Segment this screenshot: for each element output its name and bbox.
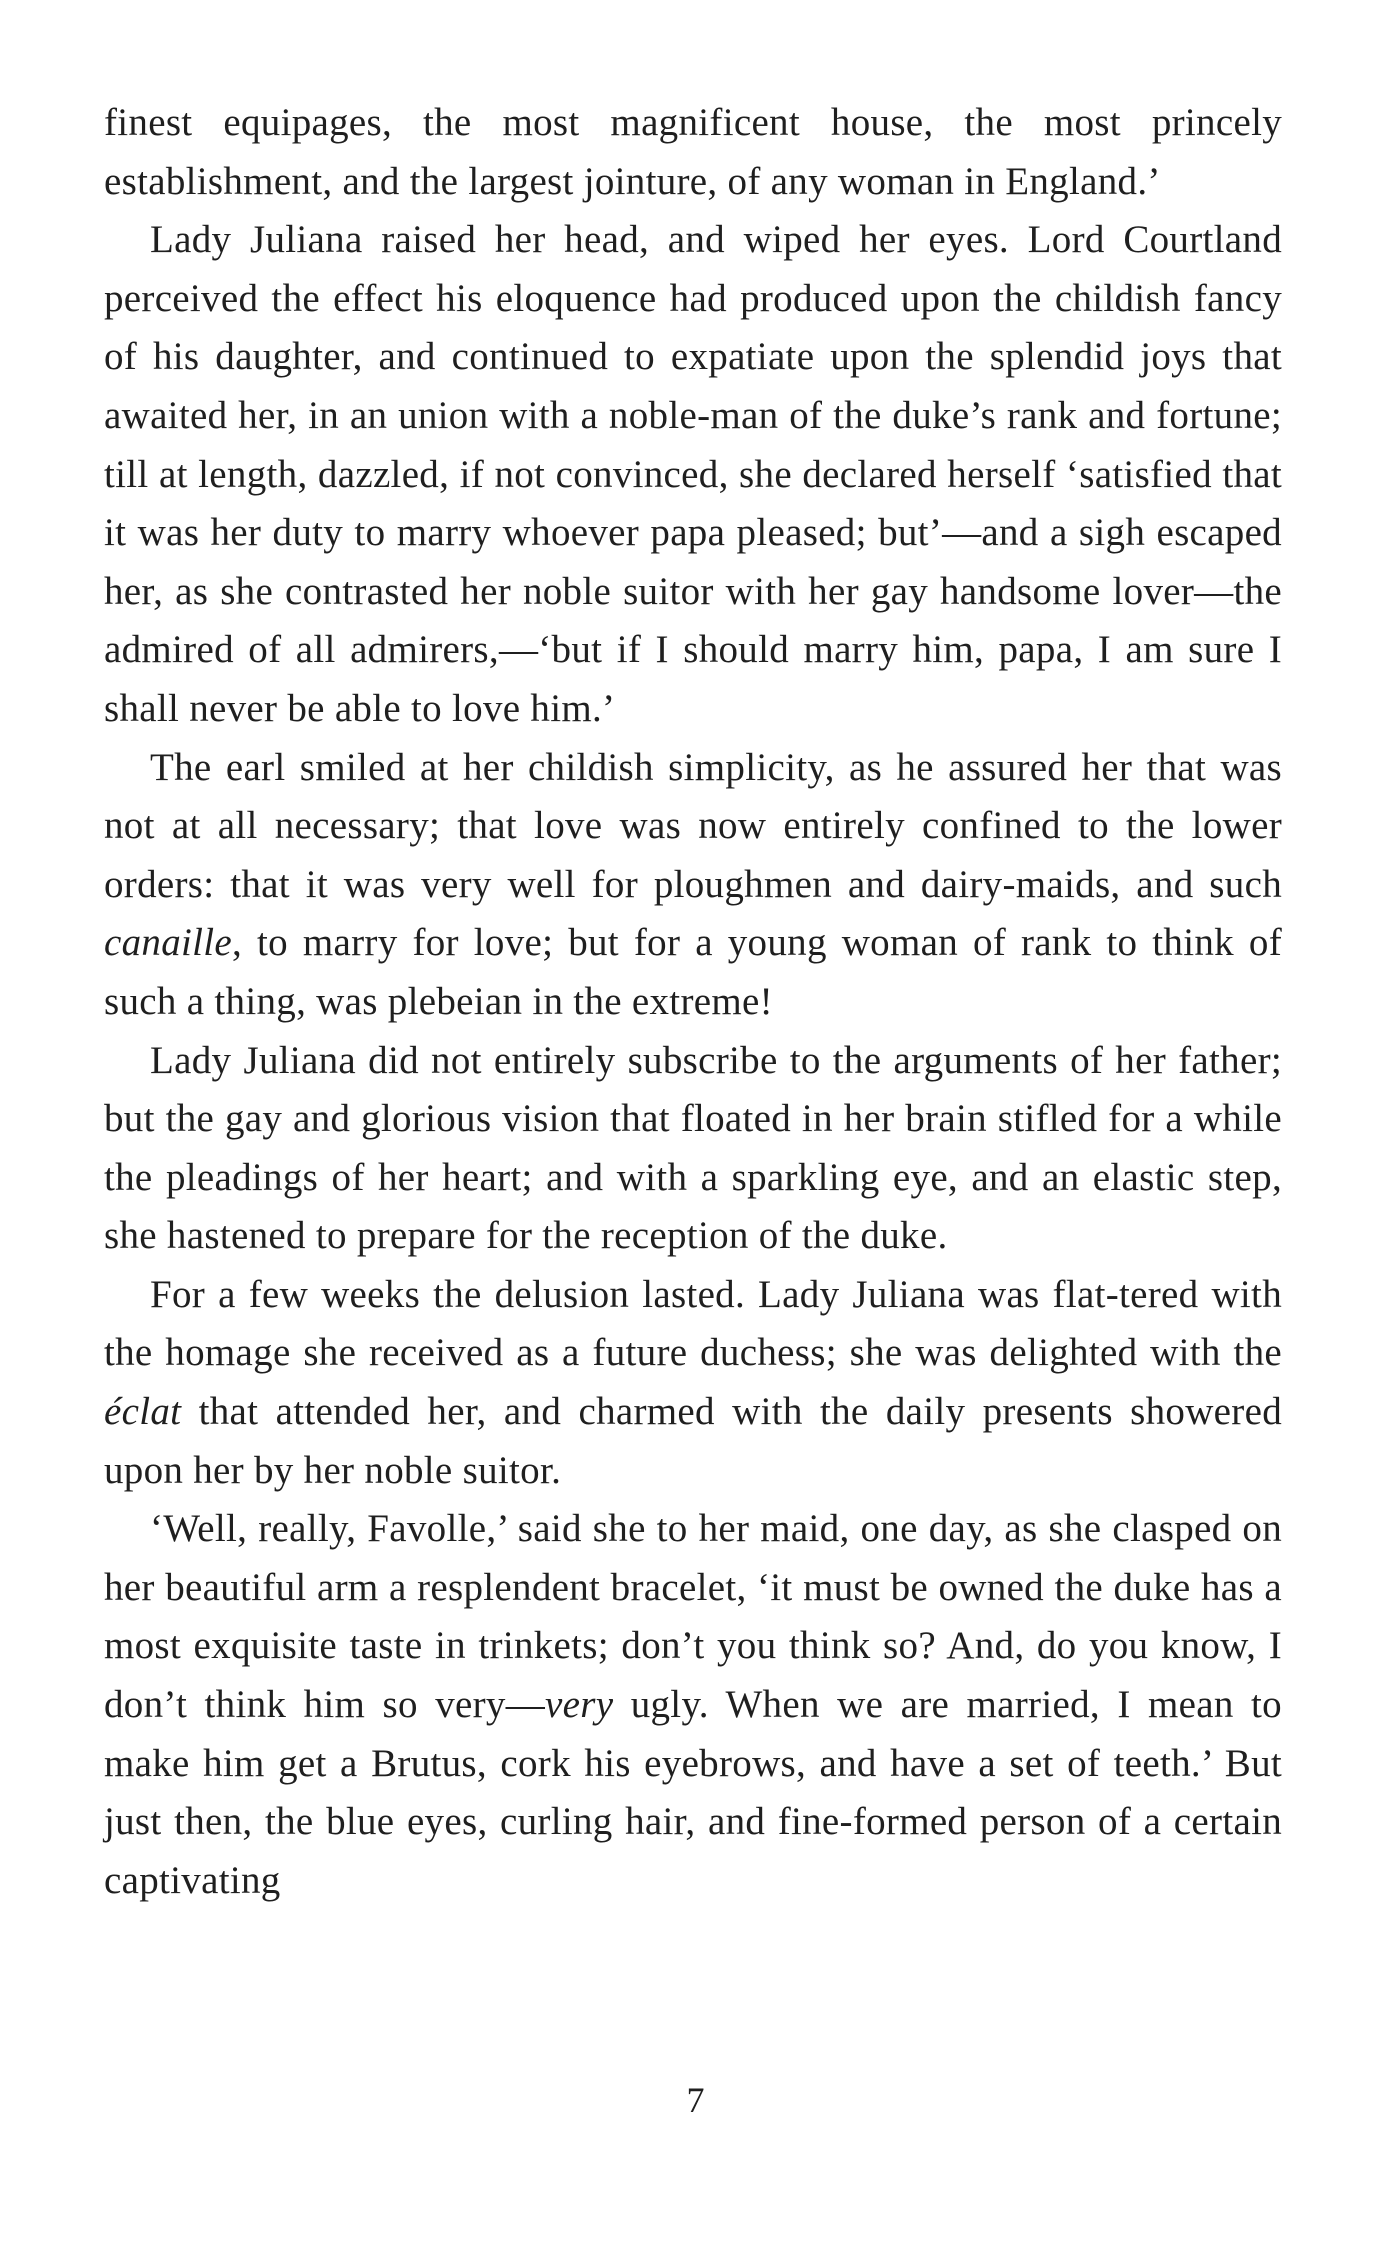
paragraph-6-italic-very: very [545,1683,614,1727]
paragraph-5-segment-3: that attended her, and charmed with the daily presents showered upon her by her noble suitor. [104,1390,1282,1492]
paragraph-2 [104,211,1282,738]
paragraph-1 [104,94,1282,211]
paragraph-5-italic-eclat: éclat [104,1390,182,1434]
paragraph-5-segment-1: For a few weeks the delusion lasted. Lady Juliana was flat-tered with the homage she received as a future duchess; she was delighted with the [104,1272,1282,1375]
body-text [104,94,1282,1910]
page-number: 7 [686,2080,705,2120]
paragraph-4 [104,1032,1282,1266]
paragraph-6 [104,1500,1282,1910]
paragraph-3-italic-canaille: canaille [104,921,233,965]
paragraph-6-segment-1: ‘Well, really, Favolle,’ said she to her maid, one day, as she clasped on her beautiful arm a resplendent bracelet, ‘it must be owned the duke has a most exquisite taste in trinkets; don’t you think so? And, do you know, I don’t think him so very— [104,1507,1282,1727]
paragraph-3-segment-1: The earl smiled at her childish simplicity, as he assured her that was not at all necessary; that love was now entirely confined to the lower orders: that it was very well for ploughmen and dairy-maids, and such [104,745,1282,906]
paragraph-4-segment-1: Lady Juliana did not entirely subscribe to the arguments of her father; but the gay and glorious vision that floated in her brain stifled for a while the pleadings of her heart; and with a sparkling eye, and an elastic step, she hastened to prepare for the reception of the duke. [104,1038,1282,1258]
paragraph-2-segment-1: Lady Juliana raised her head, and wiped her eyes. Lord Courtland perceived the effect his eloquence had produced upon the childish fancy of his daughter, and continued to expatiate upon the splendid joys that awaited her, in an union with a noble-man of the duke’s rank and fortune; till at length, dazzled, if not convinced, she declared herself ‘satisfied that it was her duty to marry whoever papa pleased; but’—and a sigh escaped her, as she contrasted her noble suitor with her gay handsome lover—the admired of all admirers,—‘but if I should marry him, papa, I am sure I shall never be able to love him.’ [104,218,1282,730]
paragraph-3 [104,739,1282,1032]
paragraph-6-segment-3: ugly. When we are married, I mean to make him get a Brutus, cork his eyebrows, and have a set of teeth.’ But just then, the blue eyes, curling hair, and fine-formed person of a certain captivating [104,1683,1282,1902]
paragraph-5 [104,1266,1282,1500]
paragraph-3-segment-3: , to marry for love; but for a young woman of rank to think of such a thing, was plebeian in the extreme! [104,921,1282,1023]
paragraph-1-segment-1: finest equipages, the most magnificent house, the most princely establishment, and the largest jointure, of any woman in England.’ [104,101,1282,203]
